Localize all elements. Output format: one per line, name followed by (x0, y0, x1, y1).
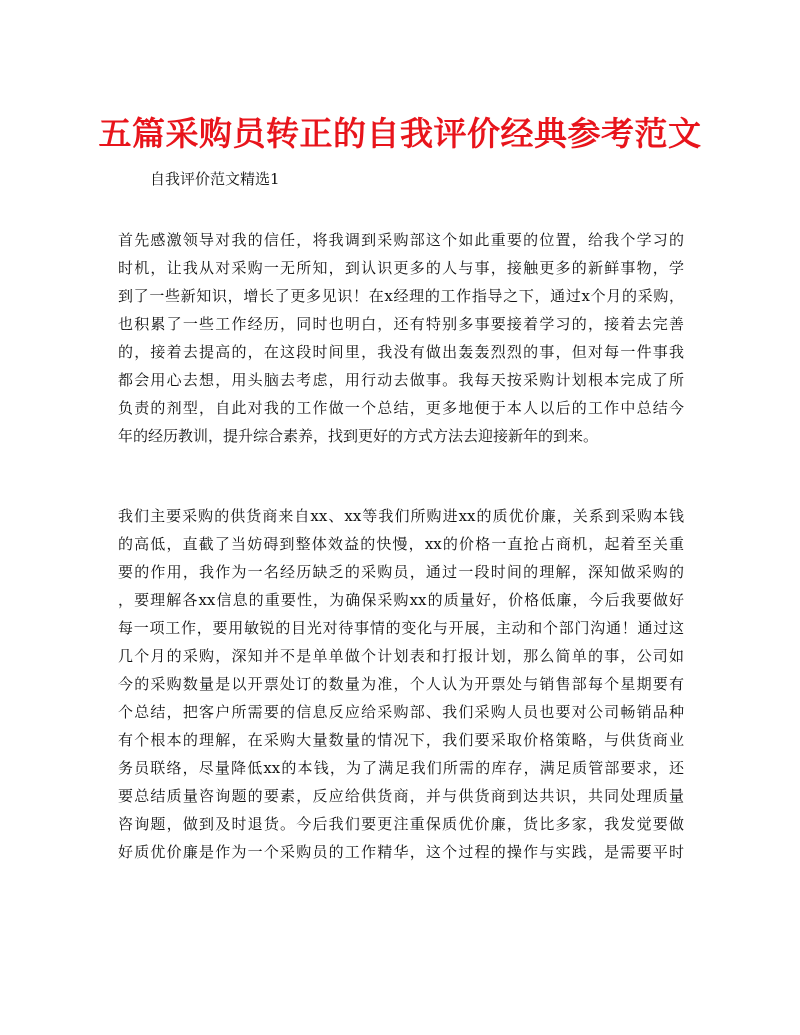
paragraph-line: 咨询题，做到及时退货。今后我们要更注重保质优价廉，货比多家，我发觉要做 (118, 815, 684, 833)
paragraph-line: 个总结，把客户所需要的信息反应给采购部、我们采购人员也要对公司畅销品种 (118, 703, 684, 721)
paragraph-line: 几个月的采购，深知并不是单单做个计划表和打报计划，那么简单的事，公司如 (118, 647, 684, 665)
paragraph-2 (118, 502, 684, 866)
paragraph-line: 要总结质量咨询题的要素，反应给供货商，并与供货商到达共识，共同处理质量 (118, 787, 684, 805)
paragraph-1 (118, 226, 684, 450)
paragraph-line: 时机，让我从对采购一无所知，到认识更多的人与事，接触更多的新鲜事物，学 (118, 259, 684, 277)
paragraph-line: ，要理解各xx信息的重要性，为确保采购xx的质量好，价格低廉，今后我要做好 (118, 591, 684, 609)
paragraph-line: 要的作用，我作为一名经历缺乏的采购员，通过一段时间的理解，深知做采购的 (118, 563, 684, 581)
paragraph-line: 每一项工作，要用敏锐的目光对待事情的变化与开展，主动和个部门沟通！通过这 (118, 619, 684, 637)
paragraph-line: 的，接着去提高的，在这段时间里，我没有做出轰轰烈烈的事，但对每一件事我 (118, 343, 684, 361)
document-title: 五篇采购员转正的自我评价经典参考范文 (98, 114, 702, 153)
paragraph-line: 首先感激领导对我的信任，将我调到采购部这个如此重要的位置，给我个学习的 (118, 231, 684, 249)
paragraph-line: 务员联络，尽量降低xx的本钱，为了满足我们所需的库存，满足质管部要求，还 (118, 759, 684, 777)
paragraph-line: 到了一些新知识，增长了更多见识！在x经理的工作指导之下，通过x个月的采购， (118, 287, 684, 305)
paragraph-line: 都会用心去想，用头脑去考虑，用行动去做事。我每天按采购计划根本完成了所 (118, 371, 684, 389)
paragraph-line: 好质优价廉是作为一个采购员的工作精华，这个过程的操作与实践，是需要平时 (118, 843, 684, 861)
paragraph-line: 今的采购数量是以开票处订的数量为准，个人认为开票处与销售部每个星期要有 (118, 675, 684, 693)
paragraph-line: 的高低，直截了当妨碍到整体效益的快慢，xx的价格一直抢占商机，起着至关重 (118, 535, 684, 553)
paragraph-line: 年的经历教训，提升综合素养，找到更好的方式方法去迎接新年的到来。 (118, 427, 599, 445)
paragraph-line: 我们主要采购的供货商来自xx、xx等我们所购进xx的质优价廉，关系到采购本钱 (118, 507, 684, 525)
document-subtitle: 自我评价范文精选1 (150, 170, 280, 188)
paragraph-line: 有个根本的理解，在采购大量数量的情况下，我们要采取价格策略，与供货商业 (118, 731, 684, 749)
paragraph-line: 也积累了一些工作经历，同时也明白，还有特别多事要接着学习的，接着去完善 (118, 315, 684, 333)
paragraph-line: 负责的剂型，自此对我的工作做一个总结，更多地便于本人以后的工作中总结今 (118, 399, 684, 417)
